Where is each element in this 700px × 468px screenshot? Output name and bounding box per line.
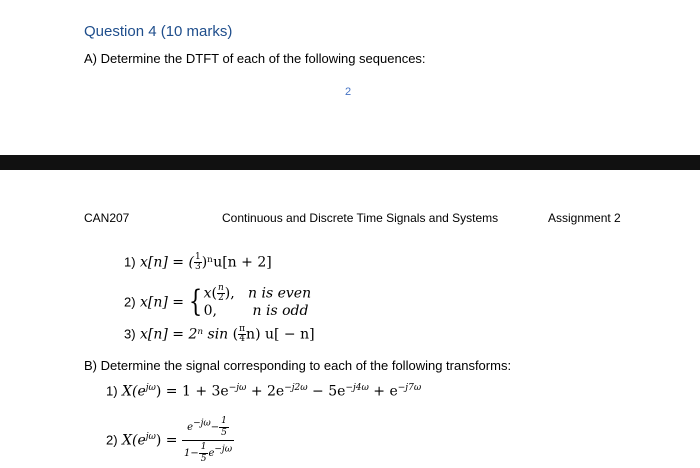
sequence-2-label: 2) (124, 294, 136, 310)
sequence-2-cases (204, 284, 312, 321)
sequence-1-rest: )ⁿu[n + 2] (201, 254, 272, 271)
question-heading: Question 4 (10 marks) (84, 23, 233, 40)
part-b-instruction: B) Determine the signal corresponding to each of the following transforms: (84, 358, 512, 373)
page-break-band (0, 155, 700, 170)
case-odd: 0, n is odd (203, 303, 309, 319)
sequence-1 (124, 253, 272, 272)
sequence-3: 3) x[n] = 2ⁿ sin ( $\frac{\pi}{4}$ n) u[ − n] (124, 324, 315, 344)
sequence-1-fraction: $\frac{1}{3}$ (194, 252, 201, 272)
sequence-3-fraction: $\frac{\pi}{4}$ (239, 324, 246, 344)
part-a-instruction: A) Determine the DTFT of each of the following sequences: (84, 51, 426, 66)
sequence-1-lhs: x[n] = ( (140, 254, 194, 271)
transform-2: 2) $X(e^{j\omega})$ = $e^{-j\omega}-$ $\frac{1}{5}$ 1− $\frac{1}{5}$ $e^{-j\omega}$ (106, 416, 233, 464)
sequence-2 (124, 284, 311, 321)
page-top (0, 0, 700, 155)
sequence-3-label: 3) (124, 326, 136, 342)
page-number: 2 (345, 86, 352, 98)
left-brace: { (189, 284, 203, 320)
sequence-2-lhs: x[n] = (140, 294, 189, 311)
sequence-3-lhs: x[n] = 2ⁿ sin (140, 326, 233, 343)
sequence-3-rest: n) u[ − n] (246, 326, 315, 343)
transform-1: 1) $X(e^{j\omega}) = 1 + 3e^{-j\omega} + 2e^{-j2\omega} - 5e^{-j4\omega} + e^{-j7\omega}$ (106, 383, 422, 400)
sequence-1-label: 1) (124, 254, 136, 270)
header-doc-type: Assignment 2 (548, 211, 621, 225)
transform-2-fraction: $e^{-j\omega}-$ $\frac{1}{5}$ 1− $\frac{1}{5}$ $e^{-j\omega}$ (183, 416, 233, 464)
case-even: x( $\frac{n}{2}$ ), n is even (203, 283, 312, 303)
header-course-title: Continuous and Discrete Time Signals and Systems (222, 211, 499, 225)
transform-1-label: 1) (106, 383, 118, 399)
header-course-code: CAN207 (84, 211, 130, 225)
transform-2-label: 2) (106, 432, 118, 448)
